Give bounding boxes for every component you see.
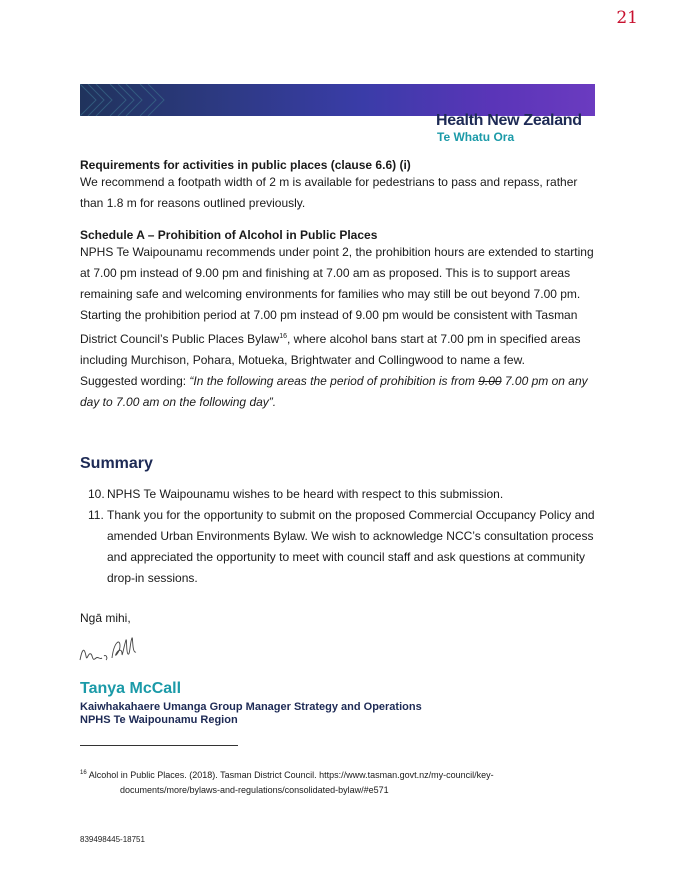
brand-subtitle: Te Whatu Ora <box>437 130 515 144</box>
document-id: 839498445-18751 <box>80 835 145 844</box>
footnote: $^{16}$ Alcohol in Public Places. (2018). Tasman District Council. https://www.tasman.govt.nz/my-council/key- documents/more/bylaws-and-regulations/consolidated-bylaw/#e571 <box>80 770 494 795</box>
suggested-wording: Suggested wording: “In the following areas the period of prohibition is from 9.00 7.00 pm on any day to 7.00 am on the following day”. <box>80 374 588 409</box>
paragraph: We recommend a footpath width of 2 m is available for pedestrians to pass and repass, rather than 1.8 m for reasons outlined previously. <box>80 175 578 210</box>
paragraph: NPHS Te Waipounamu recommends under point 2, the prohibition hours are extended to starting at 7.00 pm instead of 9.00 pm and finishing at 7.00 am as proposed. This is to support areas remaining safe and welcoming environments for families who may still be out beyond 7.00 pm. Starting the prohibition period at 7.00 pm instead of 9.00 pm would be consistent with Tasman District Council’s Public Places Bylaw$^{16}$, where alcohol bans start at 7.00 pm in specified areas including Murchison, Pohara, Motueka, Brightwater and Collingwood to name a few. <box>80 245 594 367</box>
summary-list <box>88 484 600 589</box>
list-item: 11. Thank you for the opportunity to submit on the proposed Commercial Occupancy Policy and amended Urban Environments Bylaw. We wish to acknowledge NCC’s consultation process and appreciated the opportunity to meet with council staff and ask questions at community drop-in sessions. <box>88 508 595 585</box>
signature-image <box>78 632 142 672</box>
footnote-ref: 16 <box>279 333 287 340</box>
pattern-graphic <box>80 84 170 116</box>
section-heading: Schedule A – Prohibition of Alcohol in Public Places <box>80 228 378 242</box>
list-item: 10. NPHS Te Waipounamu wishes to be heard with respect to this submission. <box>88 487 504 501</box>
page-number: 21 <box>616 8 638 28</box>
body-text <box>80 156 600 413</box>
footnote-divider <box>80 745 238 746</box>
signatory-name: Tanya McCall <box>80 680 182 697</box>
signatory-role: Kaiwhakahaere Umanga Group Manager Strategy and Operations NPHS Te Waipounamu Region <box>80 701 422 726</box>
section-heading: Requirements for activities in public places (clause 6.6) (i) <box>80 158 411 172</box>
brand-title: Health New Zealand <box>436 112 582 129</box>
signoff-greeting: Ngā mihi, <box>80 611 131 625</box>
summary-heading: Summary <box>80 455 153 472</box>
